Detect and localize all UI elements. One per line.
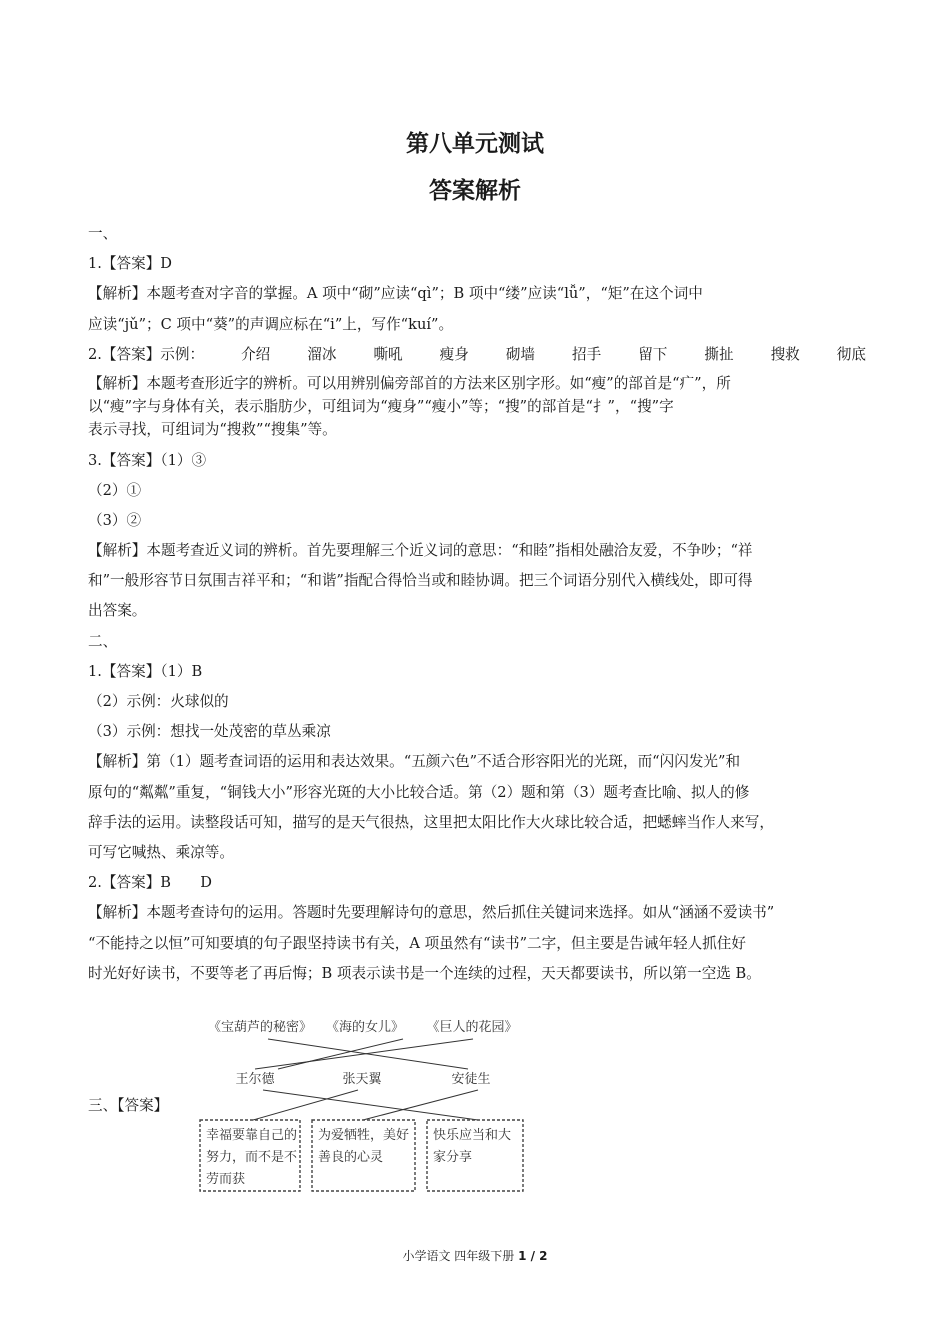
answer-line: 1.【答案】（1）B [88,662,203,680]
word-item: 介绍 [241,345,271,363]
book-title: 《巨人的花园》 [426,1020,518,1035]
author-name: 安徒生 [451,1072,491,1087]
theme-text: 努力，而不是不 [206,1150,298,1165]
word-item: 撕扯 [704,345,734,363]
theme-text: 家分享 [433,1150,473,1165]
word-item: 砌墙 [505,345,536,363]
explanation-line: 【解析】本题考查形近字的辨析。可以用辨别偏旁部首的方法来区别字形。如“瘦”的部首是“疒”，所 [88,374,731,392]
page-title: 第八单元测试 [406,131,544,157]
author-name: 张天翼 [342,1072,382,1087]
explanation-line: 【解析】本题考查对字音的掌握。A 项中“砌”应读“qì”；B 项中“缕”应读“lǚ”，“矩”在这个词中 [88,285,703,303]
page-footer [0,1247,950,1264]
theme-text: 快乐应当和大 [433,1128,512,1143]
answer-line: 1.【答案】D [88,255,172,273]
word-item: 彻底 [836,345,866,363]
word-item: 溜冰 [307,345,337,363]
explanation-line: 应读“jǔ”；C 项中“葵”的声调应标在“i”上，写作“kuí”。 [88,315,454,333]
matching-diagram [88,1012,548,1202]
answer-line: （2）示例：火球似的 [88,693,229,710]
match-line [253,1090,358,1120]
word-item: 搜救 [770,345,800,363]
page-number: 1 / 2 [518,1249,548,1263]
theme-text: 为爱牺牲，美好 [318,1128,410,1143]
answer-content [88,219,866,989]
explanation-line: 可写它喊热、乘凉等。 [88,843,234,861]
theme-text: 幸福要靠自己的 [206,1128,298,1143]
section-heading: 二、 [88,632,118,650]
word-item: 嘶吼 [373,345,403,363]
word-item: 留下 [638,345,668,363]
answer-line-words [88,340,866,370]
word-item: 瘦身 [439,345,469,363]
answer-line: 3.【答案】（1）③ [88,451,207,469]
section-heading: 一、 [88,225,118,242]
answer-line: （3）示例：想找一处茂密的草丛乘凉 [88,723,331,741]
author-name: 王尔德 [235,1072,275,1087]
answer-line: （3）② [88,511,142,529]
explanation-block [88,372,866,442]
match-line [363,1090,478,1120]
match-line [263,1090,478,1120]
word-item: 招手 [572,345,602,363]
answer-line: （2）① [88,481,142,499]
explanation-line: 【解析】本题考查近义词的辨析。首先要理解三个近义词的意思：“和睦”指相处融洽友爱，不争吵；“祥 [88,542,753,560]
explanation-line: 出答案。 [88,602,147,620]
footer-text: 小学语文 四年级下册 [402,1249,519,1263]
explanation-line: 辞手法的运用。读整段话可知，描写的是天气很热，这里把太阳比作大火球比较合适，把蟋蟀当作人来写， [88,813,774,831]
theme-text: 善良的心灵 [318,1150,384,1165]
explanation-line: “不能持之以恒”可知要填的句子跟坚持读书有关，A 项虽然有“读书”二字，但主要是告诫年轻人抓住好 [88,934,746,952]
explanation-line: 表示寻找，可组词为“搜救”“搜集”等。 [88,421,337,439]
book-title: 《宝葫芦的秘密》 [207,1020,313,1035]
explanation-line: 和”一般形容节日氛围吉祥平和；“和谐”指配合得恰当或和睦协调。把三个词语分别代入横线处，即可得 [88,572,753,590]
section-heading: 三、【答案】 [88,1097,169,1114]
book-title: 《海的女儿》 [325,1020,405,1035]
theme-text: 劳而获 [206,1172,246,1187]
explanation-line: 原句的“粼粼”重复，“铜钱大小”形容光斑的大小比较合适。第（2）题和第（3）题考查比喻、拟人的修 [88,783,750,801]
explanation-line: 【解析】本题考查诗句的运用。答题时先要理解诗句的意思，然后抓住关键词来选择。如从“涵涵不爱读书” [88,904,775,922]
explanation-line: 时光好好读书，不要等老了再后悔；B 项表示读书是一个连续的过程，天天都要读书，所以第一空选 B。 [88,964,761,982]
page-subtitle: 答案解析 [429,178,521,204]
explanation-line: 以“瘦”字与身体有关，表示脂肪少，可组词为“瘦身”“瘦小”等；“搜”的部首是“扌”，“搜”字 [88,398,674,416]
answer-label: 2.【答案】示例： [88,345,205,363]
answer-line: 2.【答案】B D [88,874,212,892]
explanation-line: 【解析】第（1）题考查词语的运用和表达效果。“五颜六色”不适合形容阳光的光斑，而“闪闪发光”和 [88,753,741,771]
